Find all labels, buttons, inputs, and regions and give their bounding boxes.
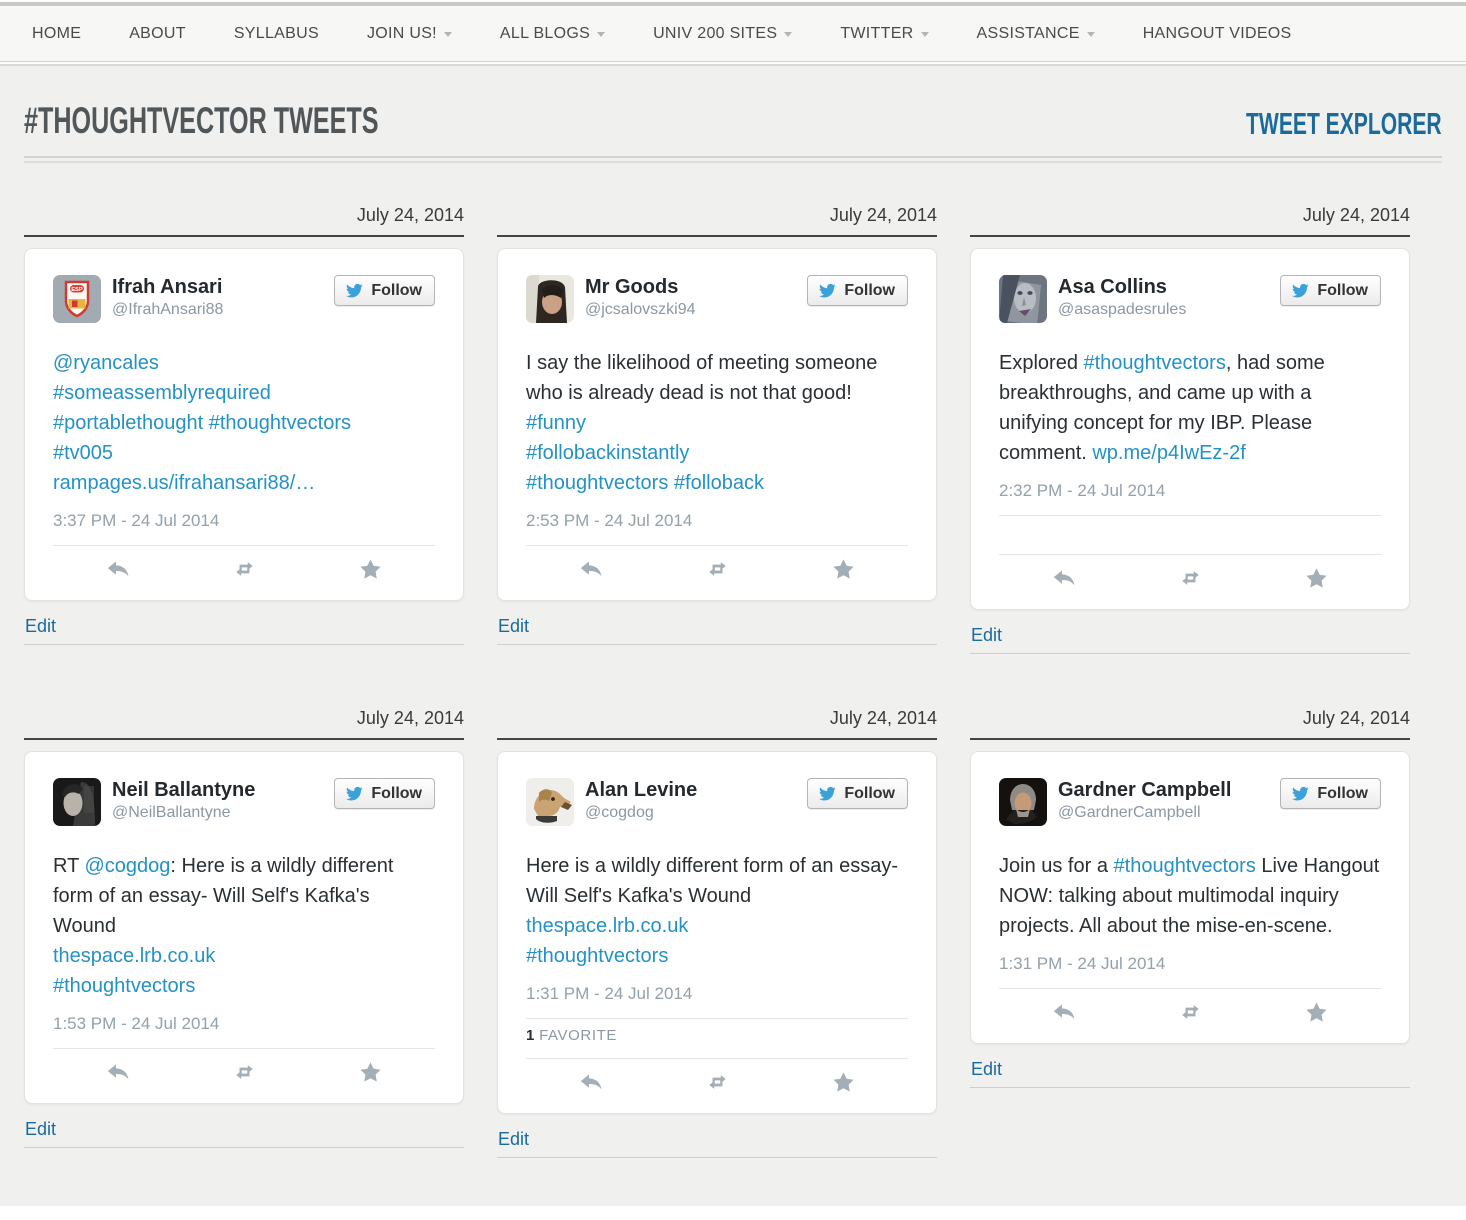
edit-underline	[970, 653, 1410, 654]
edit-link[interactable]: Edit	[971, 1059, 1003, 1079]
chevron-down-icon	[597, 32, 605, 37]
tweet-timestamp[interactable]: 3:37 PM - 24 Jul 2014	[53, 511, 220, 530]
favorite-icon[interactable]	[831, 558, 856, 580]
tweet-link[interactable]: #tv005	[53, 442, 114, 464]
tweet-link[interactable]: #folloback	[673, 472, 764, 494]
reply-icon[interactable]	[1051, 1001, 1076, 1023]
tweet-card	[970, 248, 1410, 610]
user-info	[112, 778, 255, 824]
follow-button[interactable]	[334, 275, 435, 306]
edit-link[interactable]: Edit	[25, 1119, 57, 1139]
tweet-card-header	[999, 275, 1381, 323]
nav-item-home[interactable]	[8, 25, 105, 43]
follow-label: Follow	[1317, 281, 1368, 299]
tweet-text-run: Join us for a	[999, 855, 1114, 877]
tweet-timestamp[interactable]: 2:53 PM - 24 Jul 2014	[526, 511, 693, 530]
tweet-timestamp[interactable]: 1:31 PM - 24 Jul 2014	[526, 984, 693, 1003]
twitter-bird-icon	[1290, 282, 1311, 299]
user-handle[interactable]: @asaspadesrules	[1058, 301, 1187, 318]
user-name[interactable]: Asa Collins	[1058, 276, 1167, 298]
tweet-link[interactable]: #thoughtvectors	[1083, 352, 1226, 374]
tweet-text-run: Live Hangout NOW: talking about multimodal inquiry projects. All about the mise-en-scene.	[999, 855, 1380, 937]
tweet-actions	[53, 1049, 435, 1097]
tweet-actions	[999, 555, 1381, 603]
user-name[interactable]: Gardner Campbell	[1058, 779, 1232, 801]
tweet-date: July 24, 2014	[24, 205, 464, 237]
tweet-text	[526, 851, 908, 971]
tweet-timestamp[interactable]: 1:31 PM - 24 Jul 2014	[999, 954, 1166, 973]
tweet-timestamp[interactable]: 2:32 PM - 24 Jul 2014	[999, 481, 1166, 500]
tweet-card	[24, 751, 464, 1104]
tweet-text	[999, 851, 1381, 941]
top-nav	[0, 2, 1466, 62]
tweet-link[interactable]: #funny	[526, 412, 587, 434]
nav-item-label: HOME	[32, 24, 82, 42]
avatar[interactable]	[53, 275, 101, 323]
avatar[interactable]	[526, 275, 574, 323]
edit-underline	[970, 1087, 1410, 1088]
user-handle[interactable]: @GardnerCampbell	[1058, 804, 1201, 821]
tweet-link[interactable]: #thoughtvectors	[208, 412, 352, 434]
header-divider	[24, 156, 1442, 158]
user-name[interactable]: Neil Ballantyne	[112, 779, 256, 801]
reply-icon[interactable]	[105, 558, 130, 580]
twitter-bird-icon	[1290, 785, 1311, 802]
twitter-bird-icon	[817, 282, 838, 299]
stats-row	[999, 516, 1381, 540]
tweet-actions	[999, 989, 1381, 1037]
twitter-bird-icon	[817, 785, 838, 802]
edit-underline	[24, 1147, 464, 1148]
edit-link[interactable]: Edit	[971, 625, 1003, 645]
favorite-icon[interactable]	[1304, 1001, 1329, 1023]
tweet-text	[526, 348, 908, 498]
nav-item-label: ALL BLOGS	[499, 24, 591, 42]
tweet-text-run: I say the likelihood of meeting someone who is already dead is not that good!	[526, 352, 878, 404]
user-handle[interactable]: @cogdog	[585, 804, 654, 821]
tweet-cell	[970, 708, 1410, 1088]
edit-link[interactable]: Edit	[498, 616, 530, 636]
follow-label: Follow	[371, 784, 422, 802]
tweet-link[interactable]: #thoughtvectors	[526, 945, 669, 967]
nav-item-label: ASSISTANCE	[976, 24, 1080, 42]
tweet-link[interactable]: @ryancales	[53, 352, 159, 374]
tweet-cell	[24, 708, 464, 1148]
tweet-grid	[24, 205, 1442, 1158]
tweet-link[interactable]: #thoughtvectors	[526, 472, 669, 494]
reply-icon[interactable]	[578, 558, 603, 580]
tweet-card-header	[53, 778, 435, 826]
user-info	[112, 275, 223, 321]
follow-label: Follow	[1317, 784, 1368, 802]
follow-button[interactable]	[1280, 275, 1381, 306]
chevron-down-icon	[1087, 32, 1095, 37]
nav-item-label: JOIN US!	[366, 24, 437, 42]
tweet-link[interactable]: rampages.us/ifrahansari88/…	[53, 472, 316, 494]
tweet-card-header	[526, 275, 908, 323]
tweet-link[interactable]: #thoughtvectors	[1113, 855, 1256, 877]
user-info	[585, 275, 696, 321]
avatar[interactable]	[999, 275, 1047, 323]
favorite-icon[interactable]	[831, 1071, 856, 1093]
avatar[interactable]	[999, 778, 1047, 826]
tweet-card	[497, 248, 937, 601]
avatar[interactable]	[53, 778, 101, 826]
twitter-bird-icon	[344, 282, 365, 299]
retweet-icon[interactable]	[705, 1071, 730, 1093]
tweet-text	[999, 348, 1381, 468]
top-nav-list	[0, 6, 1466, 61]
edit-underline	[497, 644, 937, 645]
header-divider-2	[24, 161, 1442, 163]
user-name[interactable]: Ifrah Ansari	[112, 276, 223, 298]
footer-strip	[0, 1206, 1466, 1220]
edit-underline	[497, 1157, 937, 1158]
tweet-card	[24, 248, 464, 601]
edit-link[interactable]: Edit	[25, 616, 57, 636]
page-content	[0, 66, 1466, 1206]
nav-item-about[interactable]	[105, 25, 210, 43]
user-handle[interactable]: @jcsalovszki94	[585, 301, 696, 318]
nav-item-label: SYLLABUS	[233, 24, 319, 42]
follow-label: Follow	[844, 784, 895, 802]
reply-icon[interactable]	[578, 1071, 603, 1093]
nav-item-join-us[interactable]	[343, 25, 476, 43]
avatar[interactable]	[526, 778, 574, 826]
retweet-icon[interactable]	[705, 558, 730, 580]
tweet-card-header	[526, 778, 908, 826]
nav-item-all-blogs[interactable]	[476, 25, 629, 43]
tweet-link[interactable]: thespace.lrb.co.uk	[526, 915, 689, 937]
tweet-date: July 24, 2014	[970, 205, 1410, 237]
nav-item-label: TWITTER	[840, 24, 914, 42]
user-handle[interactable]: @NeilBallantyne	[112, 804, 231, 821]
page-header	[24, 66, 1442, 156]
nav-item-assistance[interactable]	[953, 25, 1119, 43]
user-info	[585, 778, 697, 824]
tweet-explorer-link[interactable]: TWEET EXPLORER	[1246, 106, 1442, 141]
stat-count: 1	[526, 1027, 535, 1044]
tweet-link[interactable]: thespace.lrb.co.uk	[53, 945, 216, 967]
user-name[interactable]: Alan Levine	[585, 779, 698, 801]
tweet-text-run: RT	[53, 855, 85, 877]
tweet-text-run: : Here is a wildly different form of an essay- Will Self's Kafka's Wound	[53, 855, 394, 937]
user-name[interactable]: Mr Goods	[585, 276, 679, 298]
tweet-text	[53, 851, 435, 1001]
tweet-text-run: Explored	[999, 352, 1084, 374]
retweet-icon[interactable]	[232, 558, 257, 580]
reply-icon[interactable]	[105, 1061, 130, 1083]
user-handle[interactable]: @IfrahAnsari88	[112, 301, 224, 318]
nav-item-hangout-videos[interactable]	[1119, 25, 1316, 43]
tweet-card	[497, 751, 937, 1114]
tweet-link[interactable]: #portablethought	[53, 412, 204, 434]
tweet-link[interactable]: #thoughtvectors	[53, 975, 196, 997]
stat-label: FAVORITE	[539, 1027, 617, 1044]
chevron-down-icon	[444, 32, 452, 37]
tweet-link[interactable]: #someassemblyrequired	[53, 382, 271, 404]
tweet-text	[53, 348, 435, 498]
follow-label: Follow	[844, 281, 895, 299]
tweet-date: July 24, 2014	[497, 205, 937, 237]
nav-item-label: ABOUT	[129, 24, 186, 42]
svg-text:ESP: ESP	[71, 287, 83, 293]
tweet-link[interactable]: wp.me/p4IwEz-2f	[1092, 442, 1246, 464]
tweet-card-header	[53, 275, 435, 323]
tweet-actions	[53, 546, 435, 594]
chevron-down-icon	[784, 32, 792, 37]
favorite-icon[interactable]	[358, 1061, 383, 1083]
follow-button[interactable]	[807, 275, 908, 306]
tweet-link[interactable]: @cogdog	[84, 855, 171, 877]
retweet-icon[interactable]	[232, 1061, 257, 1083]
nav-item-syllabus[interactable]	[210, 25, 343, 43]
edit-link[interactable]: Edit	[498, 1129, 530, 1149]
follow-label: Follow	[371, 281, 422, 299]
follow-button[interactable]	[807, 778, 908, 809]
user-info	[1058, 275, 1186, 321]
tweet-date: July 24, 2014	[497, 708, 937, 740]
nav-item-twitter[interactable]	[816, 25, 952, 43]
tweet-text-run: Here is a wildly different form of an essay- Will Self's Kafka's Wound	[526, 855, 899, 907]
follow-button[interactable]	[1280, 778, 1381, 809]
tweet-date: July 24, 2014	[970, 708, 1410, 740]
reply-icon[interactable]	[1051, 567, 1076, 589]
tweet-actions	[526, 546, 908, 594]
tweet-cell	[497, 708, 937, 1158]
retweet-icon[interactable]	[1178, 567, 1203, 589]
edit-underline	[24, 644, 464, 645]
tweet-date: July 24, 2014	[24, 708, 464, 740]
tweet-cell	[970, 205, 1410, 654]
nav-item-label: UNIV 200 SITES	[653, 24, 778, 42]
nav-item-univ-200-sites[interactable]	[629, 25, 816, 43]
stats-row	[526, 1019, 908, 1044]
tweet-card	[970, 751, 1410, 1044]
tweet-cell	[497, 205, 937, 645]
tweet-timestamp[interactable]: 1:53 PM - 24 Jul 2014	[53, 1014, 220, 1033]
tweet-link[interactable]: #follobackinstantly	[526, 442, 690, 464]
tweet-actions	[526, 1059, 908, 1107]
tweet-cell	[24, 205, 464, 645]
twitter-bird-icon	[344, 785, 365, 802]
page-title: #THOUGHTVECTOR TWEETS	[24, 100, 379, 141]
chevron-down-icon	[921, 32, 929, 37]
tweet-text-run: , had some breakthroughs, and came up with a unifying concept for my IBP. Please comment.	[999, 352, 1325, 464]
follow-button[interactable]	[334, 778, 435, 809]
tweet-card-header	[999, 778, 1381, 826]
favorite-icon[interactable]	[1304, 567, 1329, 589]
retweet-icon[interactable]	[1178, 1001, 1203, 1023]
favorite-icon[interactable]	[358, 558, 383, 580]
user-info	[1058, 778, 1231, 824]
nav-item-label: HANGOUT VIDEOS	[1142, 24, 1292, 42]
